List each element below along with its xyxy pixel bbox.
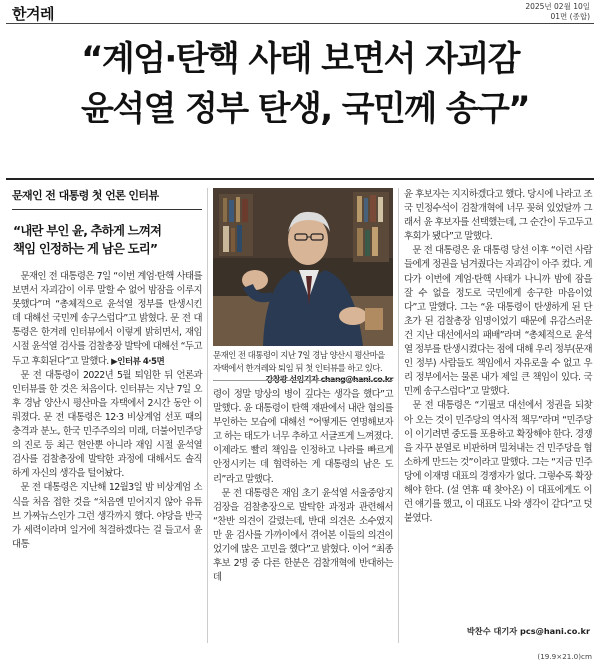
headline [0,34,600,134]
newspaper-logo: 한겨레 [12,5,54,23]
photo-caption [213,349,393,387]
article-paragraph [12,270,202,369]
interview-photo-image [213,188,393,346]
subhead-line-2: 책임 인정하는 게 남은 도리” [13,241,158,256]
subhead-line-1: “내란 부인 윤, 추하게 느껴져 [13,223,162,238]
publish-date: 2025년 02월 10일 [525,2,590,11]
column-divider [207,188,208,643]
interview-photo [213,188,393,346]
article-paragraph: 문 전 대통령은 “기필코 대선에서 정권을 되찾아 오는 것이 민주당의 역사적 책무”라며 “민주당이 이기려면 중도를 포용하고 확장해야 한다. 경쟁을 자꾸 분열로 비판하며 밀쳐내는 건 민주당을 협소하게 만드는 것”이라고 말했다. 그는 “지금 민주당에 이재명 대표의 경쟁자가 없다. 그렇수록 확장해야 한다. (설 연휴 때 찾아온) 이 대표에게도 이런 얘기를 했고, 이 대표도 나와 생각이 같다”고 덧붙였다. [404,400,592,525]
author-byline: 박찬수 대기자 pcs@hani.co.kr [466,626,590,636]
photo-caption-text: 문재인 전 대통령이 지난 7일 경남 양산시 평산마을 자택에서 한겨레와 퇴임 뒤 첫 인터뷰를 하고 있다. [213,350,385,373]
headline-line-1: “계엄·탄핵 사태 보면서 자괴감 [81,39,519,79]
article-paragraph: 령이 정말 망상의 병이 깊다는 생각을 했다”고 말했다. 윤 대통령이 탄핵 재판에서 내란 혐의를 부인하는 모습에 대해선 “어떻게든 연명해보자고 하는 태도가 너무 추하고 서글프게 느껴졌다. 이제라도 빨리 책임을 인정하고 나라를 빠르게 안정시키는 데 협력하는 게 대통령의 남은 도리”라고 말했다. [213,389,393,485]
article-paragraph: 문 전 대통령은 윤 대통령 당선 이후 “이런 사람들에게 정권을 넘겨줬다는 자괴감이 아주 컸다. 게다가 이번에 계엄·탄핵 사태가 나니까 밤에 잠을 잘 수 없을 정도로 국민에게 송구한 마음이었다”고 말했다. 그는 “윤 대통령이 탄생하게 된 단초가 된 검찰총장 임명이었기 때문에 유감스러운 건 지난 대선에서의 패배”라며 “총체적으로 윤석열 정부를 탄생시켰다는 점에 대해 우리 정부(문재인 정부) 사람들도 책임에서 자유로울 수 없고 우리 정부에서는 물론 내가 제일 큰 책임이 있다. 국민께 송구스럽다”고 말했다. [404,245,592,398]
paragraph-text: 문재인 전 대통령은 7일 “이번 계엄·탄핵 사태를 보면서 자괴감이 이루 말할 수 없어 밤잠을 이루지 못했다”며 “총체적으로 윤석열 정부를 탄생시킨 데 대해선 국민께 송구스럽다”고 밝혔다. 문 전 대통령은 한겨레 인터뷰에서 이렇게 밝히면서, 재임 시절 윤석열 검사를 검찰총장 발탁에 대해선 “두고두고 후회된다”고 말했다. [12,271,202,367]
article-paragraph: 문 전 대통령은 지난해 12월3일 밤 비상계엄 소식을 처음 접한 것을 “처음엔 믿어지지 않아 유튜브 가짜뉴스인가 그런 생각까지 했다. 야당을 반국가 세력이라며 일거에 척결하겠다는 걸 들고서 윤 대통 [12,482,202,550]
headline-line-2: 윤석열 정부 탄생, 국민께 송구” [81,89,529,129]
article-paragraph: 윤 후보자는 지지하겠다고 했다. 당시에 나라고 조국 민정수석이 검찰개혁에 너무 꽂혀 있었달까 그래서 윤 후보자를 선택했는데, 그 순간이 두고두고 후회가 됐다”고 말했다. [404,189,592,243]
column-divider [398,188,399,643]
article-subhead [12,222,202,258]
page-number: 01면 (종합) [550,12,590,21]
masthead [0,0,600,26]
article-column-2 [213,388,393,585]
article-column-1 [12,188,202,552]
dateline [525,2,590,22]
page-reference: ▶인터뷰 4·5면 [111,356,165,367]
article-paragraph: 문 전 대통령은 재임 초기 윤석열 서울중앙지검장을 검찰총장으로 발탁한 과정과 관련해서 “찬반 의견이 갈렸는데, 반대 의견은 소수였지만 윤 검사를 가까이에서 겪어본 이들의 의견이었기에 많은 고민을 했다”고 밝혔다. 이어 “최종 후보 2명 중 다른 한분은 검찰개혁에 반대하는데 [213,487,393,584]
article-paragraph: 문 전 대통령이 2022년 5월 퇴임한 뒤 언론과 인터뷰를 한 것은 처음이다. 인터뷰는 지난 7일 오후 경남 양산시 평산마을 자택에서 2시간 동안 이뤄졌다. 문 전 대통령은 12·3 비상계엄 선포 때의 충격과 분노, 한국 민주주의의 미래, 더불어민주당의 진로 등 최근 현안뿐 아니라 재임 시절 윤석열 검사를 검찰총장에 발탁한 과정에 대해서도 솔직하게 자신의 생각을 털어놨다. [12,369,202,480]
caption-divider [213,380,393,381]
clipping-size: (19.9×21.0)cm [537,652,592,661]
article-kicker: 문재인 전 대통령 첫 언론 인터뷰 [12,188,202,210]
article-column-3 [404,188,592,526]
headline-divider [6,178,594,180]
masthead-rule [6,23,594,24]
